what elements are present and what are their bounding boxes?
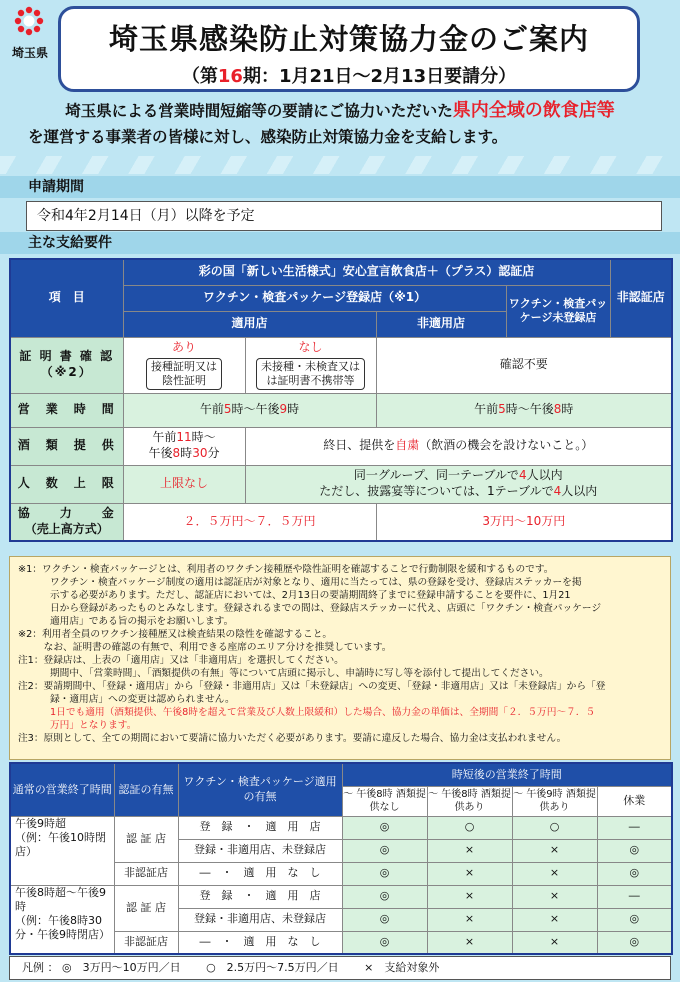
vaccine-cell: ― ・ 適 用 な し [178, 862, 342, 885]
value-cell: × [512, 931, 597, 954]
value-cell: × [512, 839, 597, 862]
application-period: 令和4年2月14日（月）以降を予定 [26, 201, 662, 231]
value-cell: ― [597, 885, 672, 908]
col-vaccine: ワクチン・検査パッケージ適用の有無 [178, 763, 342, 816]
vaccine-cell: 登 録 ・ 適 用 店 [178, 816, 342, 839]
page-title: 埼玉県感染防止対策協力金のご案内 [108, 22, 589, 56]
header-vaccine-registered: ワクチン・検査パッケージ登録店（※1） [123, 285, 506, 311]
cert-cell: 認 証 店 [114, 816, 178, 862]
saitama-logo [4, 4, 52, 62]
sub-header: ～ 午後8時 酒類提供なし [342, 786, 427, 816]
sub-header: ～ 午後8時 酒類提供あり [427, 786, 512, 816]
note-line: 示する必要があります。ただし、認証店においては、2月13日の要請期間終了までに登録申請することを要件に、1月21 [50, 590, 571, 601]
vaccine-cell: 登録・非適用店、未登録店 [178, 908, 342, 931]
row-label-people: 人 数 上 限 [10, 465, 123, 503]
note-line: 日から登録があったものとみなします。登録されるまでの間は、登録店ステッカーに代え、店頭に「ワクチン・検査パッケージ [50, 603, 602, 614]
value-cell: ◎ [342, 908, 427, 931]
people-applicable: 上限なし [123, 465, 245, 503]
value-cell: ○ [427, 816, 512, 839]
row-label-alcohol: 酒 類 提 供 [10, 427, 123, 465]
value-cell: ◎ [342, 839, 427, 862]
closing-group-1: 午後9時超 （例：午後10時閉店） [10, 816, 114, 885]
cert-cell: 非認証店 [114, 862, 178, 885]
closing-group-2: 午後8時超～午後9時 （例：午後8時30分・午後9時閉店） [10, 885, 114, 954]
note-line: 適用店」である旨の掲示をお願いします。 [50, 616, 234, 627]
note-line: ※1：ワクチン・検査パッケージとは、利用者のワクチン接種歴や陰性証明を確認することで行動制限を緩和するものです。 [18, 564, 554, 575]
value-cell: × [427, 839, 512, 862]
hours-table [9, 762, 673, 955]
note-line: ※2：利用者全員のワクチン接種歴又は検査結果の陰性を確認すること。 [18, 629, 333, 640]
vaccine-cell: ― ・ 適 用 な し [178, 931, 342, 954]
cert-cell: 認 証 店 [114, 885, 178, 931]
value-cell: ○ [512, 816, 597, 839]
value-cell: ◎ [342, 885, 427, 908]
value-cell: ◎ [342, 862, 427, 885]
alcohol-applicable: 午前11時～ 午後8時30分 [123, 427, 245, 465]
note-line: 注2：要請期間中、「登録・適用店」から「登録・非適用店」又は「未登録店」への変更、「登録・非適用店」又は「未登録店」から「登 [18, 681, 606, 692]
decorative-stripe [0, 156, 680, 174]
header-item: 項 目 [10, 259, 123, 337]
header-applicable: 適用店 [123, 311, 376, 337]
note-line: 注3：原則として、全ての期間において要請に協力いただく必要があります。要請に違反した場合、協力金は支払われません。 [18, 733, 567, 744]
value-cell: × [427, 931, 512, 954]
value-cell: ◎ [597, 839, 672, 862]
header-noncert: 非認証店 [610, 259, 672, 337]
value-cell: × [512, 862, 597, 885]
col-after: 時短後の営業終了時間 [342, 763, 672, 786]
header-nonapplicable: 非適用店 [376, 311, 506, 337]
amount-other: 3万円～10万円 [376, 503, 672, 541]
col-cert: 認証の有無 [114, 763, 178, 816]
header-vaccine-unregistered: ワクチン・検査パッケージ未登録店 [506, 285, 610, 337]
vaccine-cell: 登録・非適用店、未登録店 [178, 839, 342, 862]
requirements-heading: 主な支給要件 [0, 232, 680, 254]
notes-box [9, 556, 671, 760]
value-cell: × [427, 885, 512, 908]
value-cell: ◎ [597, 908, 672, 931]
intro-highlight: 県内全域の飲食店等 [452, 100, 615, 121]
intro-line-2: を運営する事業者の皆様に対し、感染防止対策協力金を支給します。 [28, 128, 508, 146]
value-cell: × [427, 908, 512, 931]
note-line: 期間中、「営業時間」、「酒類提供の有無」等について店頭に掲示し、申請時に写し等を添付して提出してください。 [50, 668, 549, 679]
value-cell: × [512, 908, 597, 931]
header-certified: 彩の国「新しい生活様式」安心宣言飲食店＋（プラス）認証店 [123, 259, 610, 285]
proof-nonapplicable: なし 未接種・未検査又は は証明書不携帯等 [245, 337, 376, 393]
amount-applicable: ２．５万円～７．５万円 [123, 503, 376, 541]
row-label-amount: 協 力 金 （売上高方式） [10, 503, 123, 541]
logo-text: 埼玉県 [11, 46, 48, 60]
legend: 凡例 ： ◎ 3万円～10万円／日 ○ 2.5万円～7.5万円／日 × 支給対象外 [9, 956, 671, 980]
value-cell: ◎ [342, 816, 427, 839]
title-box [58, 6, 640, 92]
row-label-proof: 証 明 書 確 認 （※2） [10, 337, 123, 393]
requirements-table [9, 258, 673, 542]
value-cell: ◎ [597, 862, 672, 885]
proof-applicable: あり 接種証明又は 陰性証明 [123, 337, 245, 393]
application-heading: 申請期間 [0, 176, 680, 198]
note-line: なお、証明書の確認の有無で、利用できる座席のエリア分けを推奨しています。 [34, 642, 392, 653]
vaccine-cell: 登 録 ・ 適 用 店 [178, 885, 342, 908]
proof-other: 確認不要 [376, 337, 672, 393]
note-line: 万円」となります。 [50, 720, 137, 731]
hours-other: 午前5時～午後8時 [376, 393, 672, 427]
intro-line-1: 埼玉県による営業時間短縮等の要請にご協力いただいた県内全域の飲食店等 [65, 100, 615, 121]
note-line: 1日でも適用（酒類提供、午後8時を超えて営業及び人数上限緩和）した場合、協力金の単価は、全期間「２．５万円～７．５ [50, 707, 596, 718]
sub-header: ～ 午後9時 酒類提供あり [512, 786, 597, 816]
alcohol-other: 終日、提供を自粛（飲酒の機会を設けないこと。） [245, 427, 672, 465]
sub-header: 休業 [597, 786, 672, 816]
col-closing: 通常の営業終了時間 [10, 763, 114, 816]
value-cell: × [512, 885, 597, 908]
cert-cell: 非認証店 [114, 931, 178, 954]
note-line: ワクチン・検査パッケージ制度の適用は認証店が対象となり、適用に当たっては、県の登録を受け、登録店ステッカーを掲 [50, 577, 582, 588]
value-cell: ◎ [342, 931, 427, 954]
row-label-hours: 営 業 時 間 [10, 393, 123, 427]
people-other: 同一グループ、同一テーブルで4人以内 ただし、披露宴等については、1テーブルで4人以内 [245, 465, 672, 503]
value-cell: × [427, 862, 512, 885]
saitama-seal-icon [14, 6, 44, 36]
hours-applicable: 午前5時～午後9時 [123, 393, 376, 427]
note-line: 注1：登録店は、上表の「適用店」又は「非適用店」を選択してください。 [18, 655, 344, 666]
value-cell: ― [597, 816, 672, 839]
value-cell: ◎ [597, 931, 672, 954]
page-subtitle: （第16期：1月21日～2月13日要請分） [181, 66, 517, 87]
note-line: 録・適用店」への変更は認められません。 [50, 694, 235, 705]
period-number: 16 [217, 66, 243, 87]
